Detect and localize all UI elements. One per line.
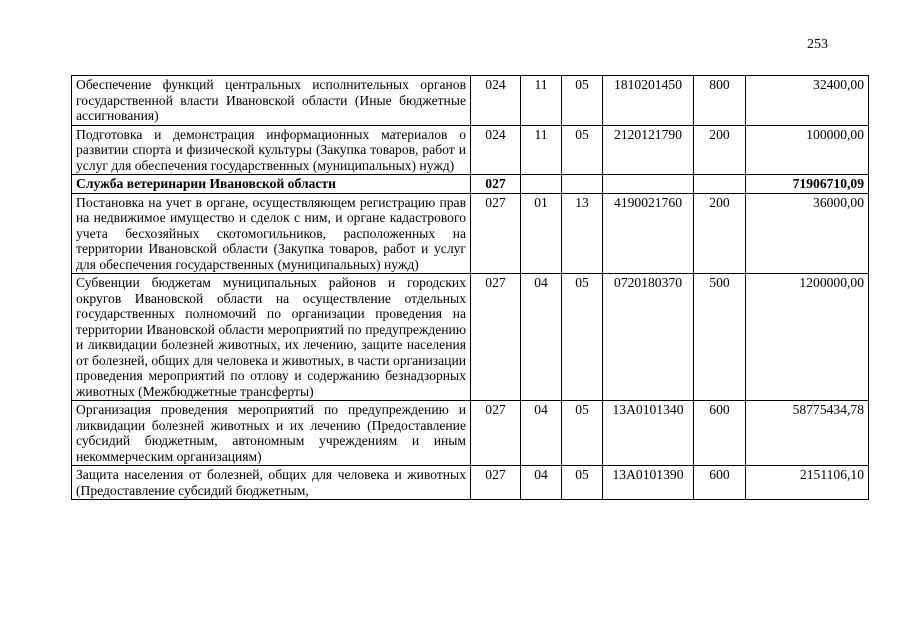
- table-body: [72, 76, 869, 500]
- row-expense-type-code: 600: [694, 466, 746, 500]
- row-amount: 100000,00: [746, 125, 869, 175]
- row-amount: 58775434,78: [746, 401, 869, 466]
- row-section-code: 11: [521, 76, 562, 126]
- row-name: Постановка на учет в органе, осуществляющем регистрацию прав на недвижимое имущество и сделок с ним, и органе кадастрового учета бесхозяйных скотомогильников, расположенных на территории Ивановской области (Закупка товаров, работ и услуг для обеспечения государственных (муниципальных) нужд): [72, 193, 471, 274]
- row-section-code: 04: [521, 401, 562, 466]
- row-expense-type-code: 600: [694, 401, 746, 466]
- row-amount: 2151106,10: [746, 466, 869, 500]
- row-target-code: 4190021760: [603, 193, 694, 274]
- row-name: Защита населения от болезней, общих для человека и животных (Предоставление субсидий бюджетным,: [72, 466, 471, 500]
- row-target-code: [603, 175, 694, 194]
- row-ministry-code: 027: [471, 175, 521, 194]
- row-ministry-code: 024: [471, 76, 521, 126]
- row-amount: 32400,00: [746, 76, 869, 126]
- row-expense-type-code: 500: [694, 274, 746, 401]
- row-target-code: 2120121790: [603, 125, 694, 175]
- table-row: [72, 76, 869, 126]
- row-expense-type-code: 200: [694, 193, 746, 274]
- row-amount: 36000,00: [746, 193, 869, 274]
- row-name: Подготовка и демонстрация информационных материалов о развитии спорта и физической культуры (Закупка товаров, работ и услуг для обеспечения государственных (муниципальных) нужд): [72, 125, 471, 175]
- row-section-code: [521, 175, 562, 194]
- row-subsection-code: 05: [562, 466, 603, 500]
- row-amount: 1200000,00: [746, 274, 869, 401]
- row-target-code: 13А0101390: [603, 466, 694, 500]
- table-row: [72, 466, 869, 500]
- row-name: Субвенции бюджетам муниципальных районов и городских округов Ивановской области на осуществление отдельных государственных полномочий по организации проведения на территории Ивановской области мероприятий по предупреждению и ликвидации болезней животных, их лечению, защите населения от болезней, общих для человека и животных, в части организации проведения мероприятий по отлову и содержанию безнадзорных животных (Межбюджетные трансферты): [72, 274, 471, 401]
- row-ministry-code: 027: [471, 193, 521, 274]
- row-amount: 71906710,09: [746, 175, 869, 194]
- table-row: [72, 401, 869, 466]
- row-section-code: 01: [521, 193, 562, 274]
- row-ministry-code: 024: [471, 125, 521, 175]
- table-row: [72, 125, 869, 175]
- row-subsection-code: 13: [562, 193, 603, 274]
- row-ministry-code: 027: [471, 274, 521, 401]
- row-ministry-code: 027: [471, 466, 521, 500]
- row-expense-type-code: [694, 175, 746, 194]
- row-ministry-code: 027: [471, 401, 521, 466]
- row-name: Обеспечение функций центральных исполнительных органов государственной власти Ивановской области (Иные бюджетные ассигнования): [72, 76, 471, 126]
- row-name: Служба ветеринарии Ивановской области: [72, 175, 471, 194]
- row-subsection-code: 05: [562, 125, 603, 175]
- row-section-code: 11: [521, 125, 562, 175]
- table-row: [72, 175, 869, 194]
- row-subsection-code: 05: [562, 76, 603, 126]
- row-subsection-code: 05: [562, 274, 603, 401]
- row-expense-type-code: 200: [694, 125, 746, 175]
- table-row: [72, 274, 869, 401]
- row-subsection-code: [562, 175, 603, 194]
- row-section-code: 04: [521, 274, 562, 401]
- row-target-code: 13А0101340: [603, 401, 694, 466]
- row-expense-type-code: 800: [694, 76, 746, 126]
- page-number: 253: [807, 37, 828, 52]
- row-subsection-code: 05: [562, 401, 603, 466]
- budget-table: [71, 75, 869, 500]
- table-row: [72, 193, 869, 274]
- row-name: Организация проведения мероприятий по предупреждению и ликвидации болезней животных и их лечению (Предоставление субсидий бюджетным, автономным учреждениям и иным некоммерческим организациям): [72, 401, 471, 466]
- row-section-code: 04: [521, 466, 562, 500]
- row-target-code: 0720180370: [603, 274, 694, 401]
- row-target-code: 1810201450: [603, 76, 694, 126]
